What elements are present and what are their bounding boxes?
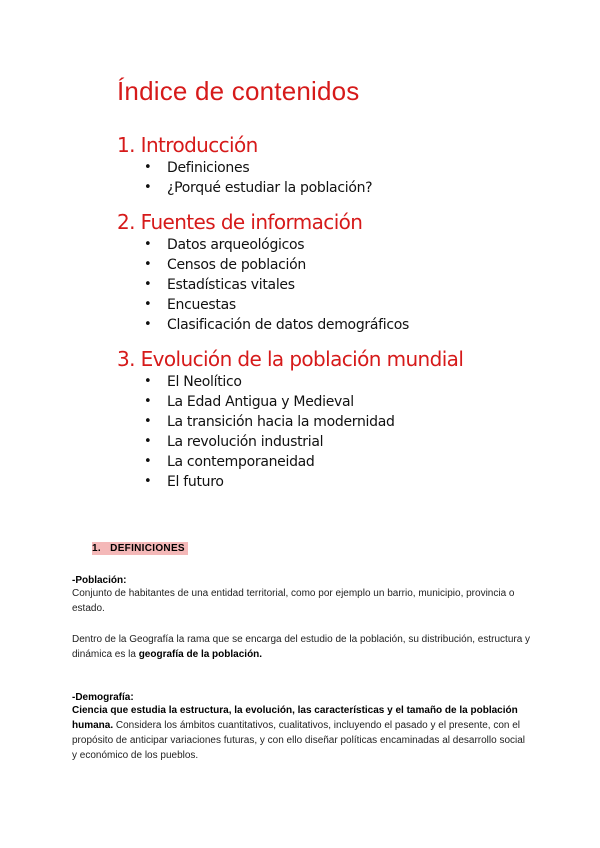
toc-item	[144, 158, 372, 178]
toc-item	[144, 372, 463, 392]
bullet-icon: •	[144, 394, 152, 409]
bullet-icon: •	[144, 374, 152, 389]
toc-item	[144, 432, 463, 452]
bullet-icon: •	[144, 277, 152, 292]
toc-heading: 1. Introducción	[117, 133, 258, 157]
toc-item	[144, 275, 409, 295]
toc-item-label: La contemporaneidad	[167, 454, 315, 470]
toc-section-fuentes	[117, 209, 409, 335]
toc-item	[144, 315, 409, 335]
bullet-icon: •	[144, 434, 152, 449]
toc-item-label: Estadísticas vitales	[167, 277, 295, 293]
bullet-icon: •	[144, 257, 152, 272]
bullet-icon: •	[144, 180, 152, 195]
toc-item	[144, 472, 463, 492]
bullet-icon: •	[144, 160, 152, 175]
toc-item	[144, 178, 372, 198]
toc-section-evolucion	[117, 346, 463, 492]
toc-item-label: La revolución industrial	[167, 434, 324, 450]
toc-item	[144, 295, 409, 315]
toc-list	[117, 158, 372, 198]
toc-item-label: Clasificación de datos demográficos	[167, 317, 410, 333]
toc-item-label: Datos arqueológicos	[167, 237, 305, 253]
demografia-definition	[72, 703, 532, 763]
toc-item-label: Definiciones	[167, 160, 250, 176]
poblacion-definition: Conjunto de habitantes de una entidad territorial, como por ejemplo un barrio, municipio, provincia o estado.	[72, 588, 515, 614]
toc-item-label: La Edad Antigua y Medieval	[167, 394, 354, 410]
toc-item	[144, 235, 409, 255]
term-label: -Demografía:	[72, 692, 134, 703]
bullet-icon: •	[144, 454, 152, 469]
bullet-icon: •	[144, 237, 152, 252]
toc-list	[117, 372, 463, 492]
toc-heading: 3. Evolución de la población mundial	[117, 347, 464, 371]
demografia-bold-text: Ciencia que estudia la estructura, la evolución, las características y el tamaño de la población humana.	[72, 705, 518, 731]
toc-item-label: Censos de población	[167, 257, 306, 273]
toc-item-label: La transición hacia la modernidad	[167, 414, 395, 430]
bullet-icon: •	[144, 414, 152, 429]
toc-section-introduccion	[117, 132, 372, 198]
toc-title: Índice de contenidos	[117, 76, 360, 106]
toc-list	[117, 235, 409, 335]
toc-item	[144, 452, 463, 472]
geografia-term: geografía de la población.	[138, 649, 263, 660]
definiciones-heading: 1. DEFINICIONES	[92, 542, 188, 555]
geografia-text: Dentro de la Geografía la rama que se encarga del estudio de la población, su distribución, estructura y dinámica es la	[72, 634, 531, 660]
toc-heading: 2. Fuentes de información	[117, 210, 363, 234]
bullet-icon: •	[144, 474, 152, 489]
toc-item-label: El futuro	[167, 474, 224, 490]
toc-item-label: El Neolítico	[167, 374, 242, 390]
bullet-icon: •	[144, 317, 152, 332]
bullet-icon: •	[144, 297, 152, 312]
toc-item-label: ¿Porqué estudiar la población?	[167, 180, 373, 196]
demografia-text: Considera los ámbitos cuantitativos, cualitativos, incluyendo el pasado y el presente, con el propósito de anticipar variaciones futuras, y con ello diseñar políticas encaminadas al desarrollo social y económico de los pueblos.	[72, 720, 526, 761]
toc-item	[144, 255, 409, 275]
toc-item	[144, 412, 463, 432]
term-label: -Población:	[72, 575, 127, 586]
toc-item-label: Encuestas	[167, 297, 236, 313]
toc-item	[144, 392, 463, 412]
geografia-paragraph	[72, 632, 532, 662]
